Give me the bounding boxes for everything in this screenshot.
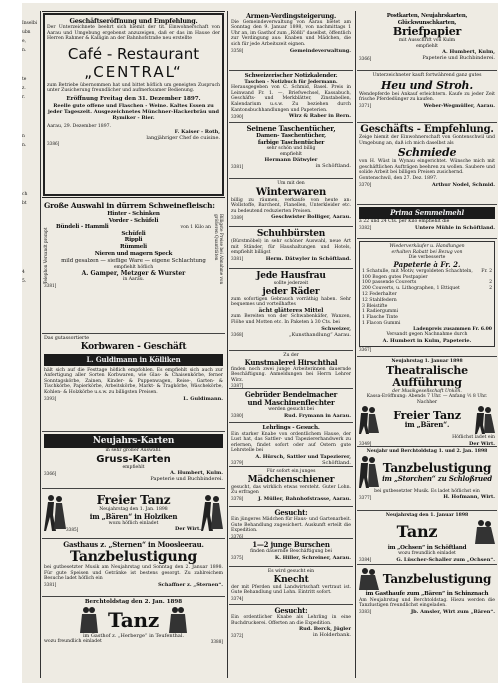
ad-headline: „CENTRAL“ (84, 62, 183, 81)
product-item: Hinter - Schinken (107, 211, 160, 217)
dancing-couple-icon (359, 455, 379, 489)
ad-title: Neujahrstag den 1. Januar 1898 (385, 513, 469, 518)
ad-text: Ein ordentlicher Knabe als Lehrling in eine Buchdruckerei. Offerten an die Expedition. (231, 615, 351, 626)
ad-signature-sub: in Holderbank. (313, 632, 351, 639)
ad-junge-burschen (229, 539, 353, 567)
list-item-price: 2 (489, 286, 492, 292)
ad-number: 3383] (359, 609, 372, 615)
ad-headline: jeder Räder (262, 286, 320, 297)
ad-signature: Rud. Frymann in Aarau. (284, 412, 351, 419)
product-item: Rippli (124, 237, 143, 244)
cut-off-fragment: e, (22, 39, 26, 44)
ad-text: hält sich auf die Festtage höflich empfohlen. Es empfiehlt sich auch zur Anfertigung aller Sorten Korbwaren, wie Glas- & Chaisenkörbe, ferner Sonntagskörbe, Zainen, Kinder- & Puppenwagen, Reise-, Garten- & Tischkörbe, Papierkörbe, Arbeitskörbe, Markt- & Tragkörbe, Wäschekörbe, Kohlen- & Holzkörbe u.s.w. zu billigsten Preisen. (44, 367, 223, 395)
ad-headline: Papeterie à Fr. 2. (393, 259, 461, 269)
ad-notizkalender (229, 71, 353, 123)
ad-text: zum Betriebe übernommen hat und bittet höflich um geneigten Zuspruch unter Zusicherung freundlicher und aufmerksamer Bedienung. (47, 82, 220, 94)
ad-text: in sehr großer Auswahl. (105, 448, 162, 453)
ad-text: Zeige hiemit der Einwohnerschaft von Gontenschwil und Umgebung an, daß ich mich daselbst als (359, 135, 495, 146)
ad-text: der mit Pferden und Landwirtschaft vertraut ist. Gute Behandlung und Lohn. Eintritt sofort. (231, 584, 351, 596)
ad-text: Wendepferde bei Ankauf erleichtern. Kaufe zu jeder Zeit frische Pferdedünger zu kaufen. (359, 91, 495, 103)
ad-title: Das gutassortierte (44, 336, 90, 341)
ad-text: Versandt gegen Nachnahme durch (386, 332, 468, 338)
ad-signature: F. Kaiser - Roth, (174, 129, 220, 136)
ad-signature: H. Hofmann, Wirt. (443, 494, 495, 501)
ad-headline: Tanz (107, 607, 160, 632)
ad-text: bei gutbesetzter Musik am Neujahrstag und Sonntag den 2. Januar 1898. Für gute Speisen und Getränke ist bestens gesorgt. Zu zahlreichem Besuche ladet höflich ein (44, 565, 223, 582)
ad-signature-sub: „Kunsthandlung“ Aarau. (288, 331, 351, 338)
ad-number: 3375] (231, 555, 244, 561)
ad-title: Wiederverkäufer u. Handlungen (389, 244, 465, 249)
ad-signature: A. Humbert, Kulm, (442, 49, 495, 56)
papeterie-contents-list (362, 269, 492, 327)
list-item-label: 12 Stahlfedern (362, 297, 397, 303)
dancing-couple-icon (359, 405, 379, 435)
ad-title: Unterzeichneter kauft fortwährend ganz gutes (372, 73, 482, 78)
ad-postkarten (357, 11, 497, 71)
ad-text: à 22 und 24 Cts. per Kilo empfiehlt die (359, 219, 450, 224)
ad-number: 3385] (66, 526, 79, 532)
ad-number: 3371] (359, 103, 372, 109)
ad-text: empfiehlt (415, 43, 439, 49)
ad-text: Höflichst ladet ein (452, 435, 495, 441)
ad-headline: Tanzbelustigung (382, 460, 492, 475)
ad-text: Die verbesserte (408, 255, 446, 261)
ad-title: Es wird gesucht ein (267, 569, 315, 574)
ad-number: 3379] (231, 460, 244, 466)
list-item-label: 1 Schatulle, mit Motiv, vergoldeten Schachteln, (362, 268, 473, 274)
ad-signature: Hermann Dätwyler (264, 157, 318, 164)
ad-signature: Jb. Amsler, Wirt zum „Bären“. (410, 608, 495, 615)
ad-text: (Bürstmöbel) in sehr schöner Auswahl, neue Art mit Ständer, für Haushaltungen und Hotels, empfiehlt billigst (231, 239, 351, 256)
dancing-couple-icon (169, 606, 187, 634)
ad-text: empfiehlt (122, 464, 145, 470)
ad-signature-sub: Schöftland. (322, 459, 351, 466)
cut-off-column (22, 19, 38, 678)
ad-place-date: Aarau, 29. Dezember 1897. (47, 123, 111, 129)
ad-number: 3368] (231, 332, 244, 338)
column-rule (227, 11, 228, 678)
ad-headline: Tanz (396, 521, 438, 541)
ad-signature: A. Humbert, Kulm. (170, 470, 223, 477)
ad-title: Schweizerischer Notizkalender. (244, 73, 338, 79)
ad-subtitle: erhalten Rabatt bei Bezug von (391, 249, 463, 255)
ad-freier-tanz-holziken (42, 489, 225, 539)
column-3 (229, 11, 353, 678)
list-item-label: 100 passende Couverts (362, 280, 417, 286)
ad-owner: L. Guldimann in Kölliken (44, 354, 223, 366)
ad-bendelmacher (229, 389, 353, 423)
ad-baeren-schinznach (357, 565, 497, 623)
ad-headline: Theatralische Aufführung (386, 363, 468, 389)
dancing-couple-icon (80, 606, 98, 634)
cut-off-fragment: z. (22, 86, 26, 91)
ad-number: 3384] (359, 557, 372, 563)
ad-headline: Geschäfts - Empfehlung. (360, 124, 494, 135)
ad-number: 3372] (231, 632, 244, 638)
ad-number: 3390] (231, 113, 244, 119)
ad-title: Neujahr und Berchtoldstag 1. und 2. Jan. 1898 (366, 449, 488, 454)
ad-headline: Freier Tanz (96, 492, 171, 507)
ad-place: im „Bären“ in Holziken (89, 511, 178, 521)
ad-subtitle: Taschen - Notizbuch für Jedermann. (244, 79, 338, 85)
ad-number: 3381] (44, 582, 57, 588)
cut-off-fragment: te (22, 77, 27, 82)
ad-signature: Arthur Nodel, Schmid. (431, 181, 495, 188)
list-item-label: 200 Couverts, u. Lithographen, 1 Ettiquet (362, 286, 460, 292)
ad-text: Ein jüngeres Mädchen für Haus- und Gartenarbeit. Gute Behandlung zugesichert. Auskunft erteilt die Expedition. (231, 517, 351, 534)
ad-headline: und Maschinenflechter (247, 398, 335, 407)
ad-number: 3388] (210, 639, 223, 645)
ad-opening-date: Eröffnung Freitag den 31. Dezember 1897. (66, 95, 201, 102)
cut-off-fragment: Inselbi (22, 21, 38, 26)
cut-off-fragment: n. (22, 143, 27, 148)
ad-number: 3349] (359, 441, 372, 447)
cut-off-text (22, 19, 38, 286)
ad-subtitle: der Musikgesellschaft Unkon. (392, 388, 462, 394)
ad-signature: Der Wirt. (174, 526, 201, 533)
cut-off-fragment: n. (22, 48, 27, 53)
ad-headline: Mädchenschiener (247, 474, 335, 485)
ad-date: Neujahrstag den 1. Jan. 1898 (99, 506, 168, 512)
ad-signature-sub: langjähriger Chef de cuisine. (146, 135, 220, 142)
ad-papeterie (357, 239, 497, 357)
ad-headline: Schmiede (397, 146, 457, 160)
ad-ochsen-schoeftland (357, 511, 497, 565)
ad-title: Große Auswahl in dürrem Schweinefleisch: (44, 201, 215, 210)
ad-signature: J. Müller, Bahnhofstrasse, Aarau. (258, 495, 351, 502)
ad-text: zum Bereiten von der Schwabenkäfer, Wanzen, Flöhe und Motten etc. In Paketen à 30 Cts. bei (231, 314, 351, 325)
ad-heu-stroh (357, 71, 497, 123)
ad-text: Nachher (416, 399, 438, 405)
ad-signature: K. Hiller, Schreiner, Aarau. (274, 554, 351, 561)
ad-text: finden noch zwei junge Arbeiterinnen dauernde Beschäftigung. Anmeldungen bei Herrn Lehrer Wirz. (231, 366, 351, 383)
ad-headline: Briefpapier (392, 25, 462, 39)
ad-title: Lehrlings - Gesuch. (262, 425, 320, 431)
ad-taschentuecher (229, 123, 353, 179)
list-item-label: 1 Flasche Tinte (362, 315, 398, 321)
ad-number: 3393] (44, 396, 57, 402)
column-2 (42, 11, 225, 678)
dancing-couple-icon (475, 519, 495, 545)
ad-highlight: ächt glätteres Mittel (258, 307, 324, 314)
ad-side-note: Billigste Preise bei Abnahme von größeren Quantitäten (214, 214, 224, 285)
ad-signature: Wirz & Raber in Bern. (288, 113, 351, 120)
product-item: Damen- Taschentücher, (256, 133, 326, 139)
ad-number: 3370] (359, 182, 372, 188)
ad-number: 3381] (231, 256, 244, 262)
cut-off-fragment: ch (22, 192, 28, 197)
ad-gesucht-1 (229, 507, 353, 539)
ad-headline: Knecht (273, 574, 309, 585)
dancing-couple-icon (359, 567, 379, 591)
ad-headline: Kunstmalerei Hirschthal (244, 357, 338, 367)
ad-armen-verdingsteigerung (229, 11, 353, 71)
list-item-label: 12 Federhalter (362, 291, 397, 297)
list-item-label: 1 Flacon Gummi (362, 320, 401, 326)
cut-off-fragment: ubn (22, 30, 31, 35)
ad-place: im „Bären“. (404, 420, 450, 430)
ad-number: 3382] (359, 225, 372, 231)
ad-number: 3366] (44, 470, 57, 476)
ad-headline: Jede Hausfrau (256, 271, 326, 281)
ad-signature: Herm. Dätwyler in Schöftland. (265, 255, 351, 262)
ad-headline: Gruss-Karten (96, 453, 171, 465)
ad-headline: Heu und Stroh. (381, 78, 473, 92)
ad-title: Armen-Verdingsteigerung. (246, 12, 336, 20)
ad-text: mit Ausschrift von Kulm (398, 38, 456, 44)
ad-signature: Rud. Berck, Jügler (298, 626, 351, 633)
ad-text: wozu freundlich einladet (44, 639, 102, 645)
ad-headline: Gebrüder Bendelmacher (244, 390, 338, 399)
ad-headline: Prima Semmelmehl (359, 207, 495, 219)
list-item-price: 2 (489, 280, 492, 286)
ad-text: Kassa-Eröffnung: Abends 7 Uhr. — Anfang ½ 8 Uhr. (366, 394, 488, 400)
ad-number: 3387] (231, 383, 244, 389)
ad-text: empfiehlt höflich (113, 264, 154, 270)
ad-sternen-moosleerau (42, 539, 225, 597)
ad-text: wozu freundlich einladet (398, 551, 456, 557)
ad-signature: A. Gamper, Metzger & Wurster (81, 270, 186, 278)
ad-signature: Geschwister Bolliger, Aarau. (271, 214, 351, 221)
ad-text: billig zu räumen, verkaufe von heute an: Wollstoffe, Barchent, Flanellen, Unterkleider etc. zu bedeutend reduzierten Preisen. (231, 197, 351, 214)
ad-signature: A. Humbert in Kulm, Papeterie. (382, 337, 472, 344)
ad-signature: L. Guldimann. (183, 395, 223, 402)
ad-title: Seinene Taschentücher, (246, 124, 336, 133)
ad-headline: Tanzbelustigung (69, 549, 198, 565)
ad-offer: Reelle gute offene und Flaschen - Weine. Kaltes Essen zu jeder Tageszeit. Ausgezeichnetes Münchner-Hackerbräu und Rymiker - Bier. (47, 102, 219, 122)
ad-number: 3367] (359, 346, 372, 352)
ad-number: 3380] (231, 413, 244, 419)
ad-title: Zu der (283, 353, 299, 358)
list-item-label: 100 Bogen gutes Postpapier (362, 274, 428, 280)
ad-headline: Freier Tanz (393, 409, 461, 423)
cut-off-fragment: n (22, 134, 25, 139)
ad-text: Der Unterzeichnete beehrt sich hiemit der tit. Einwohnerschaft von Aarau und Umgebung ergebenst anzuzeigen, daß er das im Hause der Herren Rahmer & Kalligin an der Bahnhofstraße neu erstellte (47, 25, 220, 42)
column-rule (355, 11, 356, 678)
ad-text: Ein starker Knabe von ordentlichem Hause, der Lust hat, das Sattler- und Tapeziererhandwerk zu erlernen, findet sofort oder auf Ostern gute Lehrstelle bei (231, 431, 351, 454)
ad-semmelmehl (357, 205, 497, 239)
column-4 (357, 11, 497, 678)
product-item: Nieren und magern Speck (94, 250, 173, 257)
ad-place: im „Ochsen“ in Schöftland (387, 544, 467, 551)
ad-number: 3376] (231, 533, 244, 539)
ad-text: bei gutbesetzter Musik. Es ladet höflichst ein (374, 488, 480, 494)
ad-text: werden gesucht bei (268, 407, 314, 412)
ad-title: Geschäftseröffnung und Empfehlung. (69, 17, 198, 25)
cut-off-fragment: 4 (22, 270, 25, 275)
ad-signature: Gemeindeverwaltung. (289, 47, 351, 54)
ad-schuhbuersten (229, 227, 353, 269)
product-item: Bündeli - Hammli (56, 224, 109, 231)
ad-text: sehr schön und billig (266, 146, 316, 152)
ad-headline: Winterwaren (255, 186, 327, 198)
ad-text: finden dauernde Beschäftigung bei (250, 549, 332, 554)
ad-neujahrskarten (42, 432, 225, 489)
ad-headline: Korbwaren - Geschäft (80, 341, 187, 352)
ad-place-date: Gontenschwil, den 27. Dez. 1897. (359, 175, 438, 181)
list-item-label: 3 Bleistifte (362, 303, 388, 309)
ad-schweinefleisch (42, 200, 225, 334)
ad-winterwaren (229, 179, 353, 227)
ad-headline: Tanzbelustigung (382, 572, 492, 586)
list-item-price: Fr. 2 (481, 268, 492, 274)
ad-maedchen (229, 467, 353, 507)
column-rule (40, 11, 41, 678)
ad-headline: 1—2 junge Burschen (252, 540, 330, 549)
ad-number: 3386] (47, 141, 60, 147)
product-item: farbige Taschentücher (257, 139, 325, 146)
ad-title: Um mit den (277, 181, 305, 186)
ad-tanz-teufenthal (42, 597, 225, 657)
ad-text: sollte jederzeit (273, 281, 309, 286)
ad-knecht (229, 567, 353, 605)
dancing-couple-icon (201, 493, 223, 533)
ad-gesucht-2 (229, 605, 353, 639)
ad-signature: Schaffner z. „Sternen“. (158, 581, 223, 588)
ad-headline: Gesucht: (274, 508, 308, 517)
ad-text: Am Neujahrstag und Berchtoldstag. Hiezu werden die Tanzlustigen freundlichst eingeladen. (359, 597, 495, 609)
ad-signature: G. Lüscher-Schaller zum „Ochsen“. (396, 556, 495, 563)
ad-signature-sub: Papeterie und Buchbinderei. (150, 476, 223, 483)
ad-total-price: Ladenpreis zusammen Fr. 6.00 (413, 326, 492, 332)
ad-theater-unkon (357, 357, 497, 447)
product-price: von 1 Kilo an (180, 224, 211, 230)
ad-title: Berchtoldstag den 2. Jan. 1898 (84, 599, 183, 605)
ad-number: 3377] (359, 494, 372, 500)
product-item: Schüfeli (121, 230, 146, 237)
newspaper-sheet (22, 3, 498, 683)
ad-title: Für sofort ein junges (266, 469, 316, 474)
ad-storchen-schlossrued (357, 447, 497, 511)
cut-off-fragment: 5. (22, 279, 27, 284)
cut-off-fragment: r. (22, 95, 26, 100)
ad-text: wozu höflich einladet (108, 520, 159, 526)
ad-number: 3374] (231, 595, 244, 601)
ad-place: im Gasthof z. „Herberge“ in Teufenthal. (82, 632, 185, 639)
ad-place: in Aarau. (122, 277, 145, 283)
ad-text: gesucht, das wirklich etwas versteht. Guter Lohn. Zu erfragen (231, 484, 351, 496)
ad-signature: Untere Mühle in Schöftland. (414, 224, 495, 231)
ad-title: Gasthaus z. „Sternen“ in Moosleerau. (63, 540, 204, 549)
ad-title: Neujahrstag 1. Januar 1898 (391, 359, 463, 364)
ad-text: empfiehlt (279, 151, 303, 157)
ad-signature: Weber-Wegmüller, Aarau. (423, 102, 495, 109)
ad-text: mild gesalzen — sieflige Ware — eigene Schlachtung (61, 258, 206, 265)
ad-number: 3389] (231, 214, 244, 220)
ad-signature-sub: in Schöftland. (315, 163, 351, 170)
ad-jede-hausfrau (229, 269, 353, 351)
ad-text: von H. Wüst in Wynau eingerichtet. Wünsche mich mit geschäftlichen Aufträgen beehren zu wollen. Saubere und solide Arbeit bei billigen Preisen zusichernd. (359, 159, 495, 176)
ad-headline: Gesucht: (274, 606, 308, 615)
ad-text: zum sofortigen Gebrauch vorräthig haben. Sehr bequemes und vorteilhaftes (231, 296, 351, 308)
ad-side-note: Telephon Versandt prompt (43, 227, 48, 284)
ad-number: 3381] (231, 163, 244, 169)
list-item-label: 1 Radiergummi (362, 309, 399, 315)
ad-place: im „Storchen“ zu Schloßrued (382, 473, 492, 483)
ad-number: 3381] (44, 282, 57, 288)
ad-headline: Schuhbürsten (256, 229, 326, 239)
ad-text: Die Gemeindeverwaltung von Aarau bietet am Sonntag den 9. Januar 1898, von nachmittags 1 Uhr an, im Gasthof zum „Rößli“ daselbst, öffentlich zur Verdingung aus: Knaben und Mädchen, die sich für jede Arbeitszeit eignen. (231, 19, 351, 47)
ad-signature-sub: Papeterie und Buchbinderei. (422, 55, 495, 62)
dancing-couple-icon (475, 405, 495, 435)
product-item: Rümmeli (120, 243, 147, 250)
product-item: Vorder - Schüfeli (108, 217, 159, 224)
ad-signature: A. Hürsch, Sattler und Tapezierer, (255, 453, 351, 460)
dancing-couple-icon (44, 493, 66, 533)
ad-signature: Schweizer, (321, 325, 351, 332)
ad-title: Postkarten, Neujahrskarten, Glückwunschkarten, (386, 13, 468, 26)
ad-korbwaren (42, 334, 225, 432)
ad-title: Neujahrs-Karten (44, 434, 223, 448)
ad-number: 3358] (231, 48, 244, 54)
ad-cafe-central (43, 13, 224, 196)
ad-lehrlings-gesuch (229, 423, 353, 467)
ad-place: im Gasthaufe zum „Bären“ in Schinznach (365, 591, 489, 597)
ad-schmiede (357, 123, 497, 205)
ad-text: Herausgegeben von C. Schmid, Basel. Preis in Leinwand Fr. 1. —, Briefwechsel, Kassabuch, Geschäfts- und Merkblätter, Zinstabellen, Kalendarium u.s.w. Zu beziehen durch Kantonsbuchhandlungen und Papeterien. (231, 85, 351, 113)
ad-signature: Der Wirt. (468, 440, 495, 447)
ad-kunstmalerei (229, 351, 353, 389)
ad-headline: Café - Restaurant (67, 44, 200, 63)
ad-number: 3366] (359, 55, 372, 61)
cut-off-fragment: bt (22, 201, 27, 206)
ad-number: 3378] (231, 496, 244, 502)
